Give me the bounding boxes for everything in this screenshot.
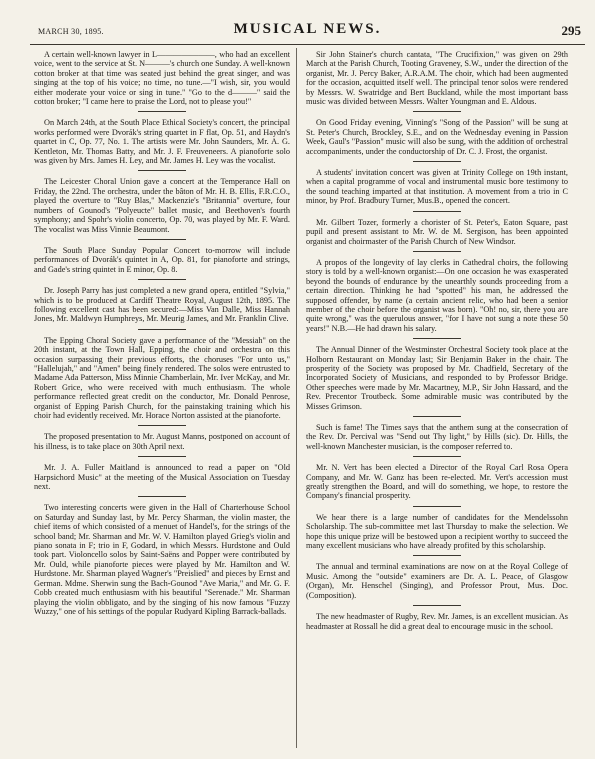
article-parry-opera: Dr. Joseph Parry has just completed a new grand opera, entitled "Sylvia," which is to be produced at Cardiff Theatre Royal, August 12th, 1895. The following excellent cast has been secured:—Miss Van Dalle, Miss Hannah Jones, Mr. Maldwyn Humphreys, Mr. Meurig James, and Mr. Franklin Clive. — [34, 286, 290, 324]
article-lay-clerks: A propos of the longevity of lay clerks in Cathedral choirs, the following story is told by a well-known organist:—On one occasion he was exasperated beyond the bounds of endurance by the unearthly sounds proceeding from a certain direction. Thinking he had "spotted" his man, he addressed the supposed offender, by name (a certain ancient relic, who had been a senior member of the choir before the organist was born). "Oh! no, sir, there you are quite wrong," was the querulous answer, "for I have not sung a note these 50 years!" N.B.—He had drawn his salary. — [306, 257, 568, 333]
article-south-place-sunday: The South Place Sunday Popular Concert to-morrow will include performances of Dvorák's quintet in A, Op. 81, for pianoforte and strings, and Gade's string quintet in E minor, Op. 8. — [34, 245, 290, 274]
article-royal-college: The annual and terminal examinations are now on at the Royal College of Music. Among the "outside" examiners are Dr. A. L. Peace, of Glasgow (Organ), Mr. Henschel (Singing), and Professor Prout, Mus. Doc. (Composition). — [306, 562, 568, 600]
article-separator — [413, 111, 461, 112]
article-separator — [413, 251, 461, 252]
article-epping-choral: The Epping Choral Society gave a performance of the "Messiah" on the 20th instant, at the Town Hall, Epping, the choir and orchestra on this occasion surpassing their previous efforts, the choruses "For unto us," "Hallelujah," and "Amen" being finely rendered. The solos were entrusted to Madame Ada Patterson, Miss Minnie Chamberlain, Mr. Iver McKay, and Mr. Robert Grice, who were received with much enthusiasm. The whole performance reflected great credit on the conductor, Mr. Donald Penrose, organist of Epping Parish Church, for the painstaking training which his choir had evidently received. Mr. Horace Norton assisted at the pianoforte. — [34, 335, 290, 420]
article-charterhouse-concerts: Two interesting concerts were given in the Hall of Charterhouse School on Saturday and Sunday last, by Mr. Percy Sharman, the violin master, the chief items of which consisted of a menuet of Handel's, for the strings of the school band; Mr. Sharman and Mr. W. V. Hamilton played Grieg's violin and piano sonata in F; trio in F, Godard, in which Messrs. Hurdstone and Ould took part. Violoncello solos by Saint-Saëns and Popper were contributed by Mr. Ould, while pianoforte pieces were played by Mr. Hamilton and W. Hurdstone. Mr. Sharman played Wagner's "Preislied" and pieces by Ernst and German. Mdme. Sherwin sung the Bach-Gounod "Ave Maria," and Mr. G. F. Cobb created much enthusiasm with his beautiful "Serenade." Mr. Sharman playing the violin obbligato, and by the singing of his now famous "Fuzzy Wuzzy," one of his settings of the popular Rudyard Kipling Barrack-ballads. — [34, 503, 290, 616]
column-divider — [296, 48, 297, 748]
article-fuller-maitland: Mr. J. A. Fuller Maitland is announced to read a paper on "Old Harpsichord Music" at the meeting of the Musical Association on Tuesday next. — [34, 463, 290, 492]
article-separator — [138, 170, 186, 171]
article-separator — [413, 506, 461, 507]
page-number: 295 — [561, 23, 581, 38]
masthead-title: MUSICAL NEWS. — [233, 21, 382, 37]
article-separator — [413, 161, 461, 162]
article-separator — [413, 416, 461, 417]
article-separator — [138, 496, 186, 497]
article-separator — [138, 456, 186, 457]
article-separator — [138, 425, 186, 426]
article-manns-presentation: The proposed presentation to Mr. August Manns, postponed on account of his illness, is to take place on 30th April next. — [34, 432, 290, 451]
article-separator — [413, 605, 461, 606]
article-carl-rosa: Mr. N. Vert has been elected a Director of the Royal Carl Rosa Opera Company, and Mr. W. Ganz has been re-elected. Mr. Vert's accession must greatly strengthen the Board, and will do something, we hope, to restore the Company's financial prosperity. — [306, 463, 568, 501]
article-separator — [413, 211, 461, 212]
article-good-friday: On Good Friday evening, Vinning's "Song of the Passion" will be sung at St. Peter's Church, Brockley, S.E., and on the Wednesday evening in Passion Week, Gaul's "Passion" music will also be sung, with the addition of orchestral accompaniments, under the conductorship of Dr. C. J. Frost, the organist. — [306, 118, 568, 156]
article-gilbert-tozer: Mr. Gilbert Tozer, formerly a chorister of St. Peter's, Eaton Square, past pupil and present assistant to Mr. W. de M. Sergison, has been appointed organist and choirmaster of the Parish Church of New Windsor. — [306, 217, 568, 246]
article-separator — [138, 239, 186, 240]
article-separator — [138, 279, 186, 280]
article-trinity-college: A students' invitation concert was given at Trinity College on 19th instant, when a capital programme of vocal and instrumental music bore testimony to the sound teaching imparted at that institution. A movement from a trio in C minor, by Prof. Bradbury Turner, Mus.B., opened the concert. — [306, 168, 568, 206]
article-separator — [413, 338, 461, 339]
article-such-is-fame: Such is fame! The Times says that the anthem sung at the consecration of the Rev. Dr. Percival was "Send out Thy light," by Hills (sic). Dr. Hills, the well-known Manchester musician, is the composer referred to. — [306, 423, 568, 451]
left-column — [34, 50, 290, 756]
article-mendelssohn-scholarship: We hear there is a large number of candidates for the Mendelssohn Scholarship. The sub-committee met last Thursday to make the selection. We hope this unique prize will be bestowed upon a recipient worthy to succeed the many excellent musicians who have already profited by this scholarship. — [306, 512, 568, 551]
article-leicester-choral-union: The Leicester Choral Union gave a concert at the Temperance Hall on Friday, the 22nd. The orchestra, under the bâton of Mr. H. B. Ellis, F.R.C.O., played the overture to "Ruy Blas," Mackenzie's "Britannia" overture, four numbers of Gounod's "Polyeucte" ballet music, and Beethoven's fourth symphony; and Spohr's violin concerto, Op. 70, was played by Mr. F. Ward. The vocalist was Miss Vinnie Beaumont. — [34, 177, 290, 234]
article-separator — [413, 456, 461, 457]
article-westminster-dinner: The Annual Dinner of the Westminster Orchestral Society took place at the Holborn Restaurant on Monday last; Sir Benjamin Baker in the chair. The prosperity of the Society was proposed by Mr. Chadfield, Secretary of the Incorporated Society of Musicians, and responded to by Professor Bridge. Other speeches were made by Mr. Macartney, M.P., Sir John Hassard, and the Rev. Precentor Troutbeck. Some admirable music was contributed by the Misses Grimson. — [306, 345, 568, 411]
article-separator — [413, 555, 461, 556]
article-south-place-concert: On March 24th, at the South Place Ethical Society's concert, the principal works performed were Dvorák's string quartet in F flat, Op. 51, and Haydn's quartet in C, Op. 77, No. 1. The artists were Mr. John Saunders, Mr. A. G. Kentleton, Mr. Thomas Batty, and Mr. J. F. Freuveneers. A pianoforte solo was given by Mrs. James H. Ley, and Mr. James H. Ley was the vocalist. — [34, 118, 290, 166]
issue-date: MARCH 30, 1895. — [38, 27, 104, 36]
article-separator — [138, 329, 186, 330]
article-lawyer-anecdote: A certain well-known lawyer in L———————, who had an excellent voice, went to the service at St. N———'s church one Sunday. A well-known cotton broker at that time was seated just behind the great singer, and was singing at the top of his voice; no time, no tune.—"I wish, sir, you would either moderate your voice or sing in tune." "Go to the d———" said the cotton broker; "I came here to praise the Lord, not to please you!" — [34, 50, 290, 107]
right-column — [306, 50, 568, 756]
article-rugby-headmaster: The new headmaster of Rugby, Rev. Mr. James, is an excellent musician. As headmaster at Rossall he did a great deal to encourage music in the school. — [306, 612, 568, 631]
page-header — [30, 20, 585, 45]
article-stainer-crucifixion: Sir John Stainer's church cantata, "The Crucifixion," was given on 29th March at the Parish Church, Tooting Graveney, S.W., under the direction of the organist, Mr. J. Percy Baker, A.R.A.M. The choir, which had been augmented for the occasion, acquitted itself well. The principal tenor solos were rendered by Messrs. W. Swatridge and Bert Buckland, while the most important bass music was divided between Messrs. Walter Youngman and E. Aldous. — [306, 50, 568, 107]
article-separator — [138, 111, 186, 112]
